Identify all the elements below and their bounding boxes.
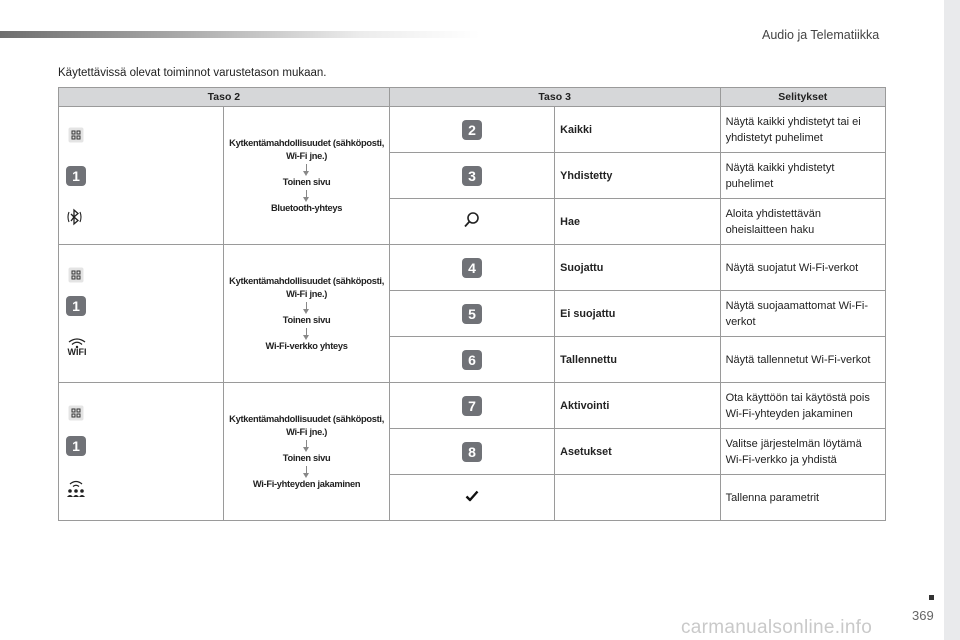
page-marker (929, 595, 934, 600)
watermark: carmanualsonline.info (681, 617, 873, 638)
page-edge-bar (944, 0, 960, 640)
header-gradient-bar (0, 31, 480, 38)
level3-badge: 2 (462, 120, 482, 140)
level3-badge: 6 (462, 350, 482, 370)
grid-icon (68, 127, 84, 143)
share-connection-icon (65, 479, 87, 499)
level3-label: Tallennettu (555, 337, 720, 383)
flow-arrow (306, 302, 307, 309)
flow-arrow (306, 466, 307, 473)
description: Näytä tallennetut Wi-Fi-verkot (720, 337, 885, 383)
level3-icon-cell (389, 475, 554, 521)
level3-label: Asetukset (555, 429, 720, 475)
level3-badge: 4 (462, 258, 482, 278)
level3-badge-cell (389, 291, 554, 337)
table-row (59, 383, 886, 429)
group-icons-cell (59, 245, 224, 383)
description: Näytä suojatut Wi-Fi-verkot (720, 245, 885, 291)
header-notes: Selitykset (720, 88, 885, 107)
level3-badge-cell (389, 107, 554, 153)
checkmark-icon (465, 494, 479, 506)
level3-badge-cell (389, 153, 554, 199)
description: Ota käyttöön tai käytöstä pois Wi-Fi-yhteyden jakaminen (720, 383, 885, 429)
header-level2: Taso 2 (59, 88, 390, 107)
description: Näytä kaikki yhdistetyt puhelimet (720, 153, 885, 199)
grid-icon (68, 405, 84, 421)
flow-arrow (306, 328, 307, 335)
wifi-icon (64, 338, 90, 357)
level3-label (555, 475, 720, 521)
flow-step: Kytkentämahdollisuudet (sähköposti, Wi-Fi jne.) (229, 275, 384, 299)
table-header-row (59, 88, 886, 107)
level3-badge-cell (389, 245, 554, 291)
grid-icon (68, 267, 84, 283)
level3-label: Ei suojattu (555, 291, 720, 337)
flow-step: Kytkentämahdollisuudet (sähköposti, Wi-Fi jne.) (229, 137, 384, 161)
level1-badge: 1 (66, 436, 86, 456)
wifi-icon-label: WIFI (67, 347, 87, 357)
level3-label: Hae (555, 199, 720, 245)
flow-arrow (306, 190, 307, 197)
level3-label: Yhdistetty (555, 153, 720, 199)
search-icon (463, 220, 481, 232)
intro-text: Käytettävissä olevat toiminnot varustetason mukaan. (58, 67, 327, 79)
level3-badge: 8 (462, 442, 482, 462)
level3-label: Kaikki (555, 107, 720, 153)
flow-step: Toinen sivu (282, 452, 331, 463)
level2-flow-cell (224, 383, 389, 521)
flow-step: Toinen sivu (282, 314, 331, 325)
description: Tallenna parametrit (720, 475, 885, 521)
level3-badge-cell (389, 383, 554, 429)
description: Valitse järjestelmän löytämä Wi-Fi-verkko ja yhdistä (720, 429, 885, 475)
flow-step: Wi-Fi-verkko yhteys (265, 340, 348, 351)
flow-arrow (306, 164, 307, 171)
bluetooth-signal-icon (66, 206, 86, 226)
functions-table (58, 87, 886, 521)
level2-flow-cell (224, 245, 389, 383)
description: Näytä kaikki yhdistetyt tai ei yhdistetyt puhelimet (720, 107, 885, 153)
page-number: 369 (912, 608, 934, 623)
level1-badge: 1 (66, 296, 86, 316)
table-row (59, 245, 886, 291)
level3-badge-cell (389, 429, 554, 475)
description: Näytä suojaamattomat Wi-Fi-verkot (720, 291, 885, 337)
group-icons-cell (59, 107, 224, 245)
flow-step: Kytkentämahdollisuudet (sähköposti, Wi-Fi jne.) (229, 413, 384, 437)
level2-flow-cell (224, 107, 389, 245)
level3-icon-cell (389, 199, 554, 245)
flow-arrow (306, 440, 307, 447)
level1-badge: 1 (66, 166, 86, 186)
flow-step: Toinen sivu (282, 176, 331, 187)
description: Aloita yhdistettävän oheislaitteen haku (720, 199, 885, 245)
level3-label: Aktivointi (555, 383, 720, 429)
flow-step: Bluetooth-yhteys (271, 202, 343, 213)
group-icons-cell (59, 383, 224, 521)
table-row (59, 107, 886, 153)
level3-badge: 7 (462, 396, 482, 416)
level3-badge-cell (389, 337, 554, 383)
level3-badge: 5 (462, 304, 482, 324)
section-title: Audio ja Telematiikka (762, 28, 880, 42)
flow-step: Wi-Fi-yhteyden jakaminen (252, 478, 361, 489)
level3-label: Suojattu (555, 245, 720, 291)
header-level3: Taso 3 (389, 88, 720, 107)
level3-badge: 3 (462, 166, 482, 186)
